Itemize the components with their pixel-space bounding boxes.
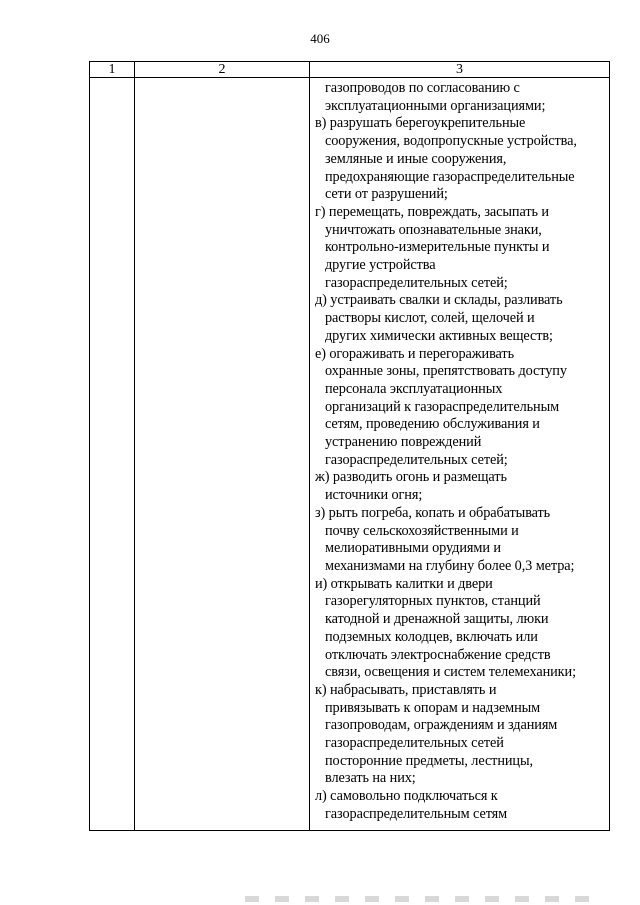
text-line: газораспределительных сетей; (325, 451, 508, 468)
text-line: е) огораживать и перегораживать (315, 345, 514, 362)
text-line: л) самовольно подключаться к (315, 788, 498, 805)
text-line: охранные зоны, препятствовать доступу (325, 363, 567, 380)
text-line: уничтожать опознавательные знаки, (325, 221, 542, 238)
text-line: почву сельскохозяйственными и (325, 522, 519, 539)
page-number: 406 (310, 31, 330, 46)
text-line: г) перемещать, повреждать, засыпать и (315, 203, 549, 220)
text-line: механизмами на глубину более 0,3 метра; (325, 557, 575, 574)
text-line: катодной и дренажной защиты, люки (325, 611, 549, 628)
text-line: мелиоративными орудиями и (325, 540, 501, 557)
text-line: влезать на них; (325, 770, 416, 787)
text-line: растворы кислот, солей, щелочей и (325, 310, 535, 327)
text-line: сетям, проведению обслуживания и (325, 416, 540, 433)
text-line: отключать электроснабжение средств (325, 646, 551, 663)
text-line: к) набрасывать, приставлять и (315, 681, 497, 698)
table-row (90, 78, 610, 831)
text-line: организаций к газораспределительным (325, 398, 560, 415)
table-cell-col3 (310, 78, 610, 831)
text-line: контрольно-измерительные пункты и (325, 239, 550, 256)
text-line: посторонние предметы, лестницы, (325, 752, 533, 769)
text-line: газопроводов по согласованию с (325, 80, 520, 96)
text-line: привязывать к опорам и надземным (325, 699, 541, 716)
text-line: земляные и иные сооружения, (325, 150, 507, 167)
text-line: газораспределительных сетей; (325, 274, 508, 291)
text-line: источники огня; (325, 487, 423, 504)
text-line: предохраняющие газораспределительные (325, 168, 575, 185)
text-line: устранению повреждений (325, 434, 482, 451)
text-line: персонала эксплуатационных (325, 380, 503, 397)
text-line: сети от разрушений; (325, 186, 448, 203)
column-header-2: 2 (135, 62, 310, 78)
text-line: подземных колодцев, включать или (325, 628, 538, 645)
text-line: з) рыть погреба, копать и обрабатывать (315, 504, 551, 521)
table-cell-col1 (90, 78, 135, 831)
table-header-row (90, 62, 610, 78)
document-table (89, 61, 610, 831)
text-line: в) разрушать берегоукрепительные (315, 115, 526, 132)
text-line: д) устраивать свалки и склады, разливать (315, 292, 563, 309)
column-header-3: 3 (310, 62, 610, 78)
text-line: газораспределительных сетей (325, 735, 504, 752)
text-line: газораспределительным сетям (325, 805, 508, 822)
text-line: другие устройства (325, 257, 436, 274)
text-line: сооружения, водопропускные устройства, (325, 133, 577, 150)
table-cell-col2 (135, 78, 310, 831)
text-line: газопроводам, ограждениям и зданиям (325, 717, 558, 734)
scan-artifact-strip (245, 896, 605, 902)
text-line: газорегуляторных пунктов, станций (325, 593, 541, 610)
column-header-1: 1 (90, 62, 135, 78)
prohibitions-text (310, 78, 609, 824)
text-line: ж) разводить огонь и размещать (315, 469, 507, 486)
text-line: и) открывать калитки и двери (315, 575, 493, 592)
text-line: других химически активных веществ; (325, 327, 553, 344)
text-line: связи, освещения и систем телемеханики; (325, 664, 576, 681)
text-line: эксплуатационными организациями; (325, 97, 546, 114)
